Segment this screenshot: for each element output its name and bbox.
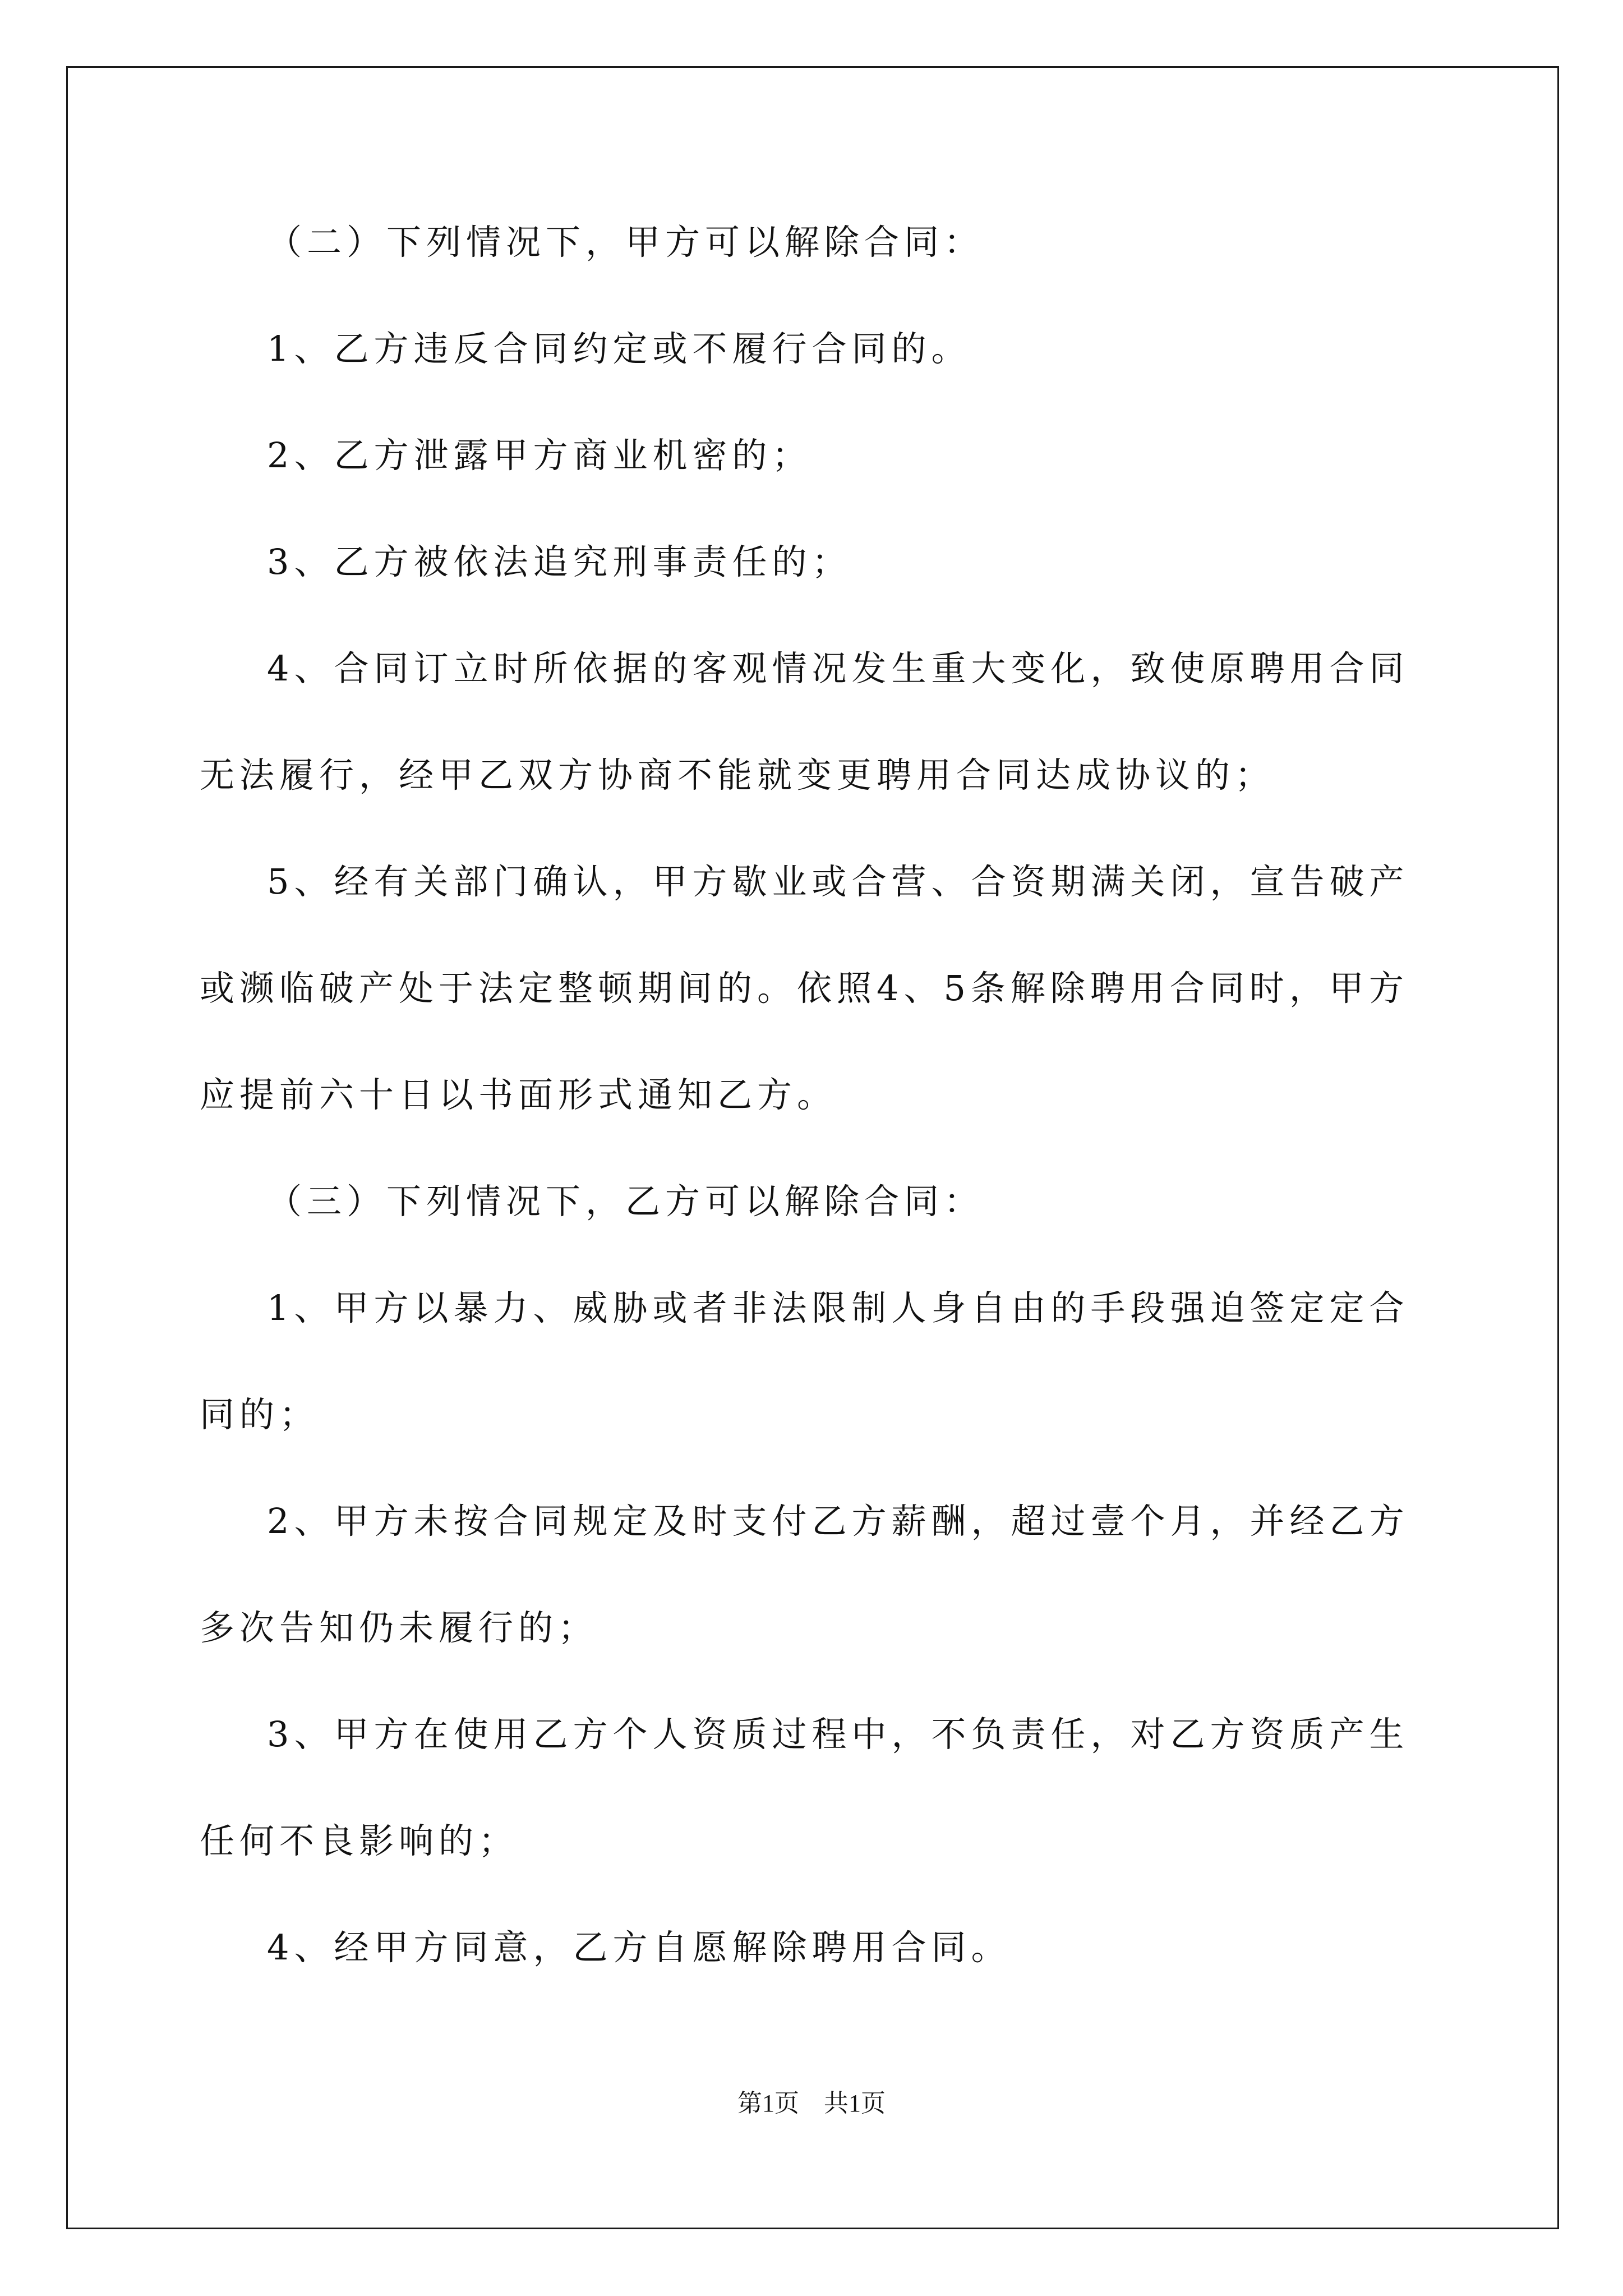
text-line: 同的； (200, 1394, 320, 1435)
text-line: 1、甲方以暴力、威胁或者非法限制人身自由的手段强迫签定定合 (267, 1287, 1409, 1328)
text-line: 多次告知仍未履行的； (200, 1607, 598, 1648)
text-line: 3、甲方在使用乙方个人资质过程中，不负责任，对乙方资质产生 (267, 1714, 1409, 1755)
text-line: 4、经甲方同意，乙方自愿解除聘用合同。 (267, 1927, 1011, 1968)
page-border (66, 66, 1559, 2229)
text-line: 2、甲方未按合同规定及时支付乙方薪酬，超过壹个月，并经乙方 (267, 1501, 1409, 1542)
text-line: 4、合同订立时所依据的客观情况发生重大变化，致使原聘用合同 (267, 648, 1409, 689)
text-line: 或濒临破产处于法定整顿期间的。依照4、5条解除聘用合同时，甲方 (200, 968, 1409, 1009)
text-line: 2、乙方泄露甲方商业机密的； (267, 435, 812, 476)
text-line: 3、乙方被依法追究刑事责任的； (267, 541, 852, 582)
section-heading-3: （三）下列情况下，乙方可以解除合同： (267, 1181, 984, 1222)
text-line: 应提前六十日以书面形式通知乙方。 (200, 1074, 837, 1115)
text-line: 1、乙方违反合同约定或不履行合同的。 (267, 328, 971, 369)
page-footer: 第1页 共1页 (737, 2090, 886, 2117)
section-heading-2: （二）下列情况下，甲方可以解除合同： (267, 222, 984, 263)
text-line: 无法履行，经甲乙双方协商不能就变更聘用合同达成协议的； (200, 754, 1275, 795)
text-line: 任何不良影响的； (200, 1820, 519, 1861)
text-line: 5、经有关部门确认，甲方歇业或合营、合资期满关闭，宣告破产 (267, 861, 1409, 902)
